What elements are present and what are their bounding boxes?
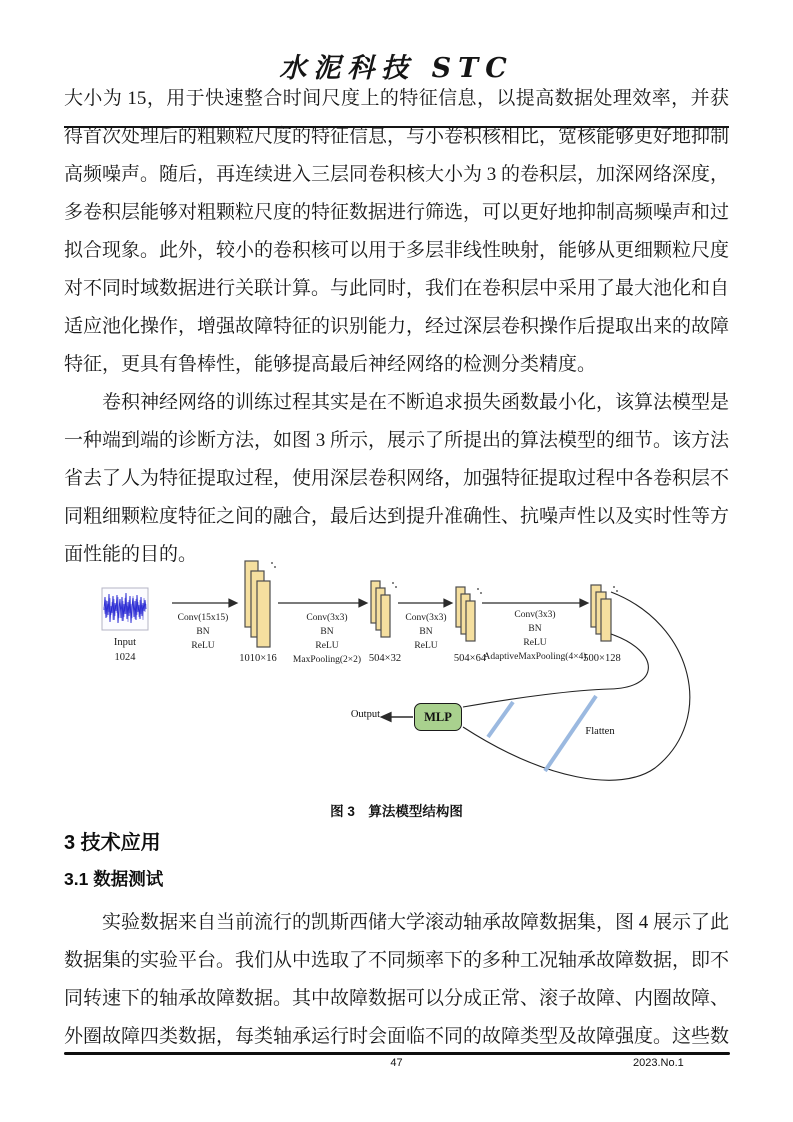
input-waveform-image [102,588,148,630]
figure-3-diagram [64,552,729,807]
flatten-label: Flatten [585,726,615,737]
mlp-label: MLP [424,709,452,724]
arrow-stage-4 [482,599,588,607]
section-heading: 3 技术应用 [64,832,161,854]
output-arrow [381,713,413,722]
mlp-box [414,703,462,731]
stage-2-op-line: ReLU [315,641,339,651]
figure-caption: 图 3 算法模型结构图 [330,804,463,819]
diagram-graphics [64,552,729,807]
stage-2-op-line: MaxPooling(2×2) [292,655,362,665]
stage-2-op-line: Conv(3x3) [306,613,348,623]
stack-size-label-3: 504×64 [453,653,487,664]
stack-size-label-2: 504×32 [368,653,402,664]
stage-3-op-line: ReLU [414,641,438,651]
arrow-stage-1 [172,599,237,607]
stack-size-label-1: 1010×16 [239,653,277,664]
page-number: 47 [390,1057,403,1069]
stage-4-op-line: Conv(3x3) [514,610,556,620]
journal-title: 水泥科技 STC [279,53,514,84]
stage-1-op-line: Conv(15x15) [177,613,229,623]
stage-3-op-line: Conv(3x3) [405,613,447,623]
stage-1-op-label [148,611,258,653]
stage-1-op-line: ReLU [191,641,215,651]
subsection-heading: 3.1 数据测试 [64,869,164,889]
output-label: Output [350,709,380,720]
stage-2-op-line: BN [320,627,334,637]
stage-3-op-label [376,611,476,653]
body-paragraph-2: 卷积神经网络的训练过程其实是在不断追求损失函数最小化，该算法模型是一种端到端的诊断方法，如图 3 所示，展示了所提出的算法模型的细节。该方法省去了人为特征提取过程，使用深层卷积网络，加强特征提取过程中各卷积层不同粗细颗粒度特征之间的融合，最后达到提升准确性、抗噪声性以及实时性等方面性能的目的。 [64,392,730,565]
stage-1-op-line: BN [196,627,210,637]
footer-rule [64,1052,730,1055]
arrow-stage-2 [278,599,367,607]
body-paragraph-3: 实验数据来自当前流行的凯斯西储大学滚动轴承故障数据集，图 4 展示了此数据集的实验平台。我们从中选取了不同频率下的多种工况轴承故障数据，即不同转速下的轴承故障数据。其中故障数据可以分成正常、滚子故障、内圈故障、外圈故障四类数据，每类轴承运行时会面临不同的故障类型及故障强度。这些数 [64,912,730,1047]
arrow-stage-3 [398,599,452,607]
body-paragraph-1: 大小为 15，用于快速整合时间尺度上的特征信息，以提高数据处理效率，并获得首次处理后的粗颗粒尺度的特征信息，与小卷积核相比，宽核能够更好地抑制高频噪声。随后，再连续进入三层同卷积核大小为 3 的卷积层，加深网络深度，多卷积层能够对粗颗粒尺度的特征数据进行筛选，可以更好地抑制高频噪声和过拟合现象。此外，较小的卷积核可以用于多层非线性映射，能够从更细颗粒尺度对不同时域数据进行关联计算。与此同时，我们在卷积层中采用了最大池化和自适应池化操作，增强故障特征的识别能力，经过深层卷积操作后提取出来的故障特征，更具有鲁棒性，能够提高最后神经网络的检测分类精度。 [64,88,730,375]
stack-size-label-4: 500×128 [583,653,621,664]
input-label-text: Input [113,637,137,648]
issue-label: 2023.No.1 [633,1057,684,1069]
stage-4-op-line: ReLU [523,638,547,648]
input-size-text: 1024 [114,652,136,663]
stage-4-op-line: AdaptiveMaxPooling(4×4) [483,652,587,662]
flatten-tick-1 [488,702,513,737]
stage-4-op-line: BN [528,624,542,634]
stage-3-op-line: BN [419,627,433,637]
